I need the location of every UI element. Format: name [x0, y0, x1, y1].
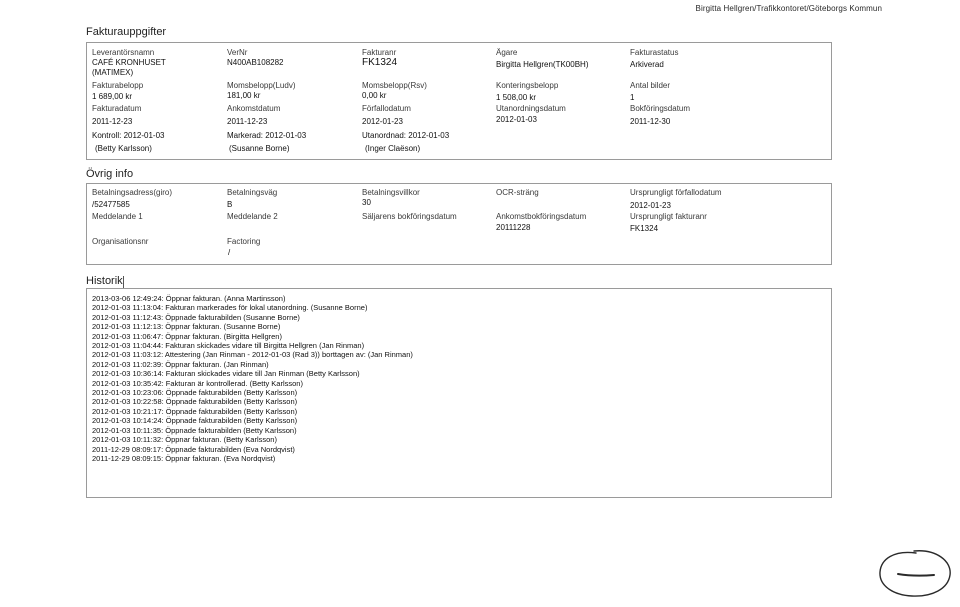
vat-no-value: N400AB108282 — [227, 58, 284, 67]
history-entry: 2012-01-03 11:12:43: Öppnade fakturabilden (Susanne Borne) — [92, 312, 300, 322]
history-entry: 2012-01-03 11:13:04: Fakturan markerades för lokal utanordning. (Susanne Borne) — [92, 303, 368, 313]
booking-date-label: Bokföringsdatum — [630, 104, 691, 113]
pay-terms-label: Betalningsvillkor — [362, 188, 420, 197]
pay-address-label: Betalningsadress(giro) — [92, 188, 173, 197]
images-label: Antal bilder — [630, 81, 671, 90]
history-entry: 2012-01-03 11:03:12: Attestering (Jan Rinman - 2012-01-03 (Rad 3)) borttagen av: (Jan Rinman) — [92, 350, 413, 360]
history-entry: 2013-03-06 12:49:24: Öppnar fakturan. (Anna Martinsson) — [92, 294, 286, 303]
factoring-label: Factoring — [227, 237, 261, 246]
history-entry: 2012-01-03 10:23:06: Öppnade fakturabilden (Betty Karlsson) — [92, 388, 298, 398]
posting-amount-value: 1 508,00 kr — [496, 93, 537, 102]
status-label: Fakturastatus — [630, 48, 679, 57]
marked-by: (Susanne Borne) — [229, 144, 290, 153]
history-entry: 2012-01-03 10:22:58: Öppnade fakturabilden (Betty Karlsson) — [92, 397, 298, 407]
invoice-date-label: Fakturadatum — [92, 104, 142, 113]
history-entry: 2012-01-03 10:35:42: Fakturan är kontrollerad. (Betty Karlsson) — [92, 378, 303, 388]
pay-terms-value: 30 — [362, 198, 371, 207]
seller-booking-label: Säljarens bokföringsdatum — [362, 212, 457, 221]
history-entry: 2012-01-03 10:11:35: Öppnade fakturabilden (Betty Karlsson) — [92, 425, 297, 435]
pay-method-value: B — [227, 200, 233, 209]
arrival-date-label: Ankomstdatum — [227, 104, 281, 113]
vat-rsv-value: 0,00 kr — [362, 91, 387, 100]
payout-date-label: Utanordningsdatum — [496, 104, 566, 113]
vat-ludv-value: 181,00 kr — [227, 91, 261, 100]
pay-address-value: /52477585 — [92, 200, 130, 209]
history-entry: 2012-01-03 11:12:13: Öppnar fakturan. (Susanne Borne) — [92, 322, 281, 332]
payout-by: (Inger Claëson) — [365, 144, 421, 153]
supplier-label: Leverantörsnamn — [92, 48, 155, 57]
due-date-label: Förfallodatum — [362, 104, 411, 113]
history-entry: 2012-01-03 10:14:24: Öppnade fakturabilden (Betty Karlsson) — [92, 416, 298, 426]
payout-date-value: 2012-01-03 — [496, 115, 537, 124]
pay-method-label: Betalningsväg — [227, 188, 278, 197]
history-entry: 2012-01-03 11:06:47: Öppnar fakturan. (Birgitta Hellgren) — [92, 331, 282, 341]
images-value: 1 — [630, 93, 635, 102]
amount-label: Fakturabelopp — [92, 81, 144, 90]
invoice-date-value: 2011-12-23 — [92, 117, 133, 126]
history-entry: 2012-01-03 10:36:14: Fakturan skickades vidare till Jan Rinman (Betty Karlsson) — [92, 369, 360, 379]
history-entry: 2011-12-29 08:09:17: Öppnade fakturabilden (Eva Nordqvist) — [92, 444, 295, 454]
user-path-header: Birgitta Hellgren/Trafikkontoret/Göteborgs Kommun — [695, 4, 882, 13]
history-entry: 2012-01-03 10:21:17: Öppnade fakturabilden (Betty Karlsson) — [92, 406, 298, 416]
factoring-value: / — [228, 248, 231, 257]
booking-date-value: 2011-12-30 — [630, 117, 671, 126]
invoice-box — [86, 42, 832, 160]
org-no-label: Organisationsnr — [92, 237, 149, 246]
posting-amount-label: Konteringsbelopp — [496, 81, 559, 90]
checked-by: (Betty Karlsson) — [95, 144, 152, 153]
history-entry: 2012-01-03 10:11:32: Öppnar fakturan. (Betty Karlsson) — [92, 435, 277, 445]
handwritten-circle-mark — [874, 545, 954, 600]
orig-invoice-no-value: FK1324 — [630, 224, 659, 233]
invoice-no-value: FK1324 — [362, 57, 398, 68]
orig-invoice-no-label: Ursprungligt fakturanr — [630, 212, 707, 221]
arrival-booking-value: 20111228 — [496, 223, 531, 232]
history-log — [92, 294, 413, 463]
due-date-value: 2012-01-23 — [362, 117, 403, 126]
orig-due-label: Ursprungligt förfallodatum — [630, 188, 722, 197]
owner-value: Birgitta Hellgren(TK00BH) — [496, 60, 589, 69]
status-value: Arkiverad — [630, 60, 664, 69]
amount-value: 1 689,00 kr — [92, 92, 133, 101]
arrival-booking-label: Ankomstbokföringsdatum — [496, 212, 587, 221]
history-entry: 2011-12-29 08:09:15: Öppnar fakturan. (Eva Nordqvist) — [92, 453, 276, 463]
orig-due-value: 2012-01-23 — [630, 201, 671, 210]
msg1-label: Meddelande 1 — [92, 212, 143, 221]
supplier-value-1: CAFÉ KRONHUSET — [92, 58, 166, 67]
vat-no-label: VerNr — [227, 48, 248, 57]
vat-rsv-label: Momsbelopp(Rsv) — [362, 81, 427, 90]
history-entry: 2012-01-03 11:04:44: Fakturan skickades vidare till Birgitta Hellgren (Jan Rinman) — [92, 341, 365, 351]
text-cursor — [123, 276, 124, 288]
msg2-label: Meddelande 2 — [227, 212, 278, 221]
payout-line: Utanordnad: 2012-01-03 — [362, 131, 450, 140]
vat-ludv-label: Momsbelopp(Ludv) — [227, 81, 296, 90]
ocr-label: OCR-sträng — [496, 188, 539, 197]
marked-line: Markerad: 2012-01-03 — [227, 131, 307, 140]
owner-label: Ägare — [496, 48, 518, 57]
supplier-value-2: (MATIMEX) — [92, 68, 134, 77]
section-title-other: Övrig info — [86, 168, 134, 180]
section-title-history: Historik — [86, 275, 123, 287]
checked-line: Kontroll: 2012-01-03 — [92, 131, 165, 140]
history-entry: 2012-01-03 11:02:39: Öppnar fakturan. (Jan Rinman) — [92, 359, 269, 369]
arrival-date-value: 2011-12-23 — [227, 117, 268, 126]
invoice-no-label: Fakturanr — [362, 48, 397, 57]
section-title-invoice: Fakturauppgifter — [86, 26, 167, 38]
